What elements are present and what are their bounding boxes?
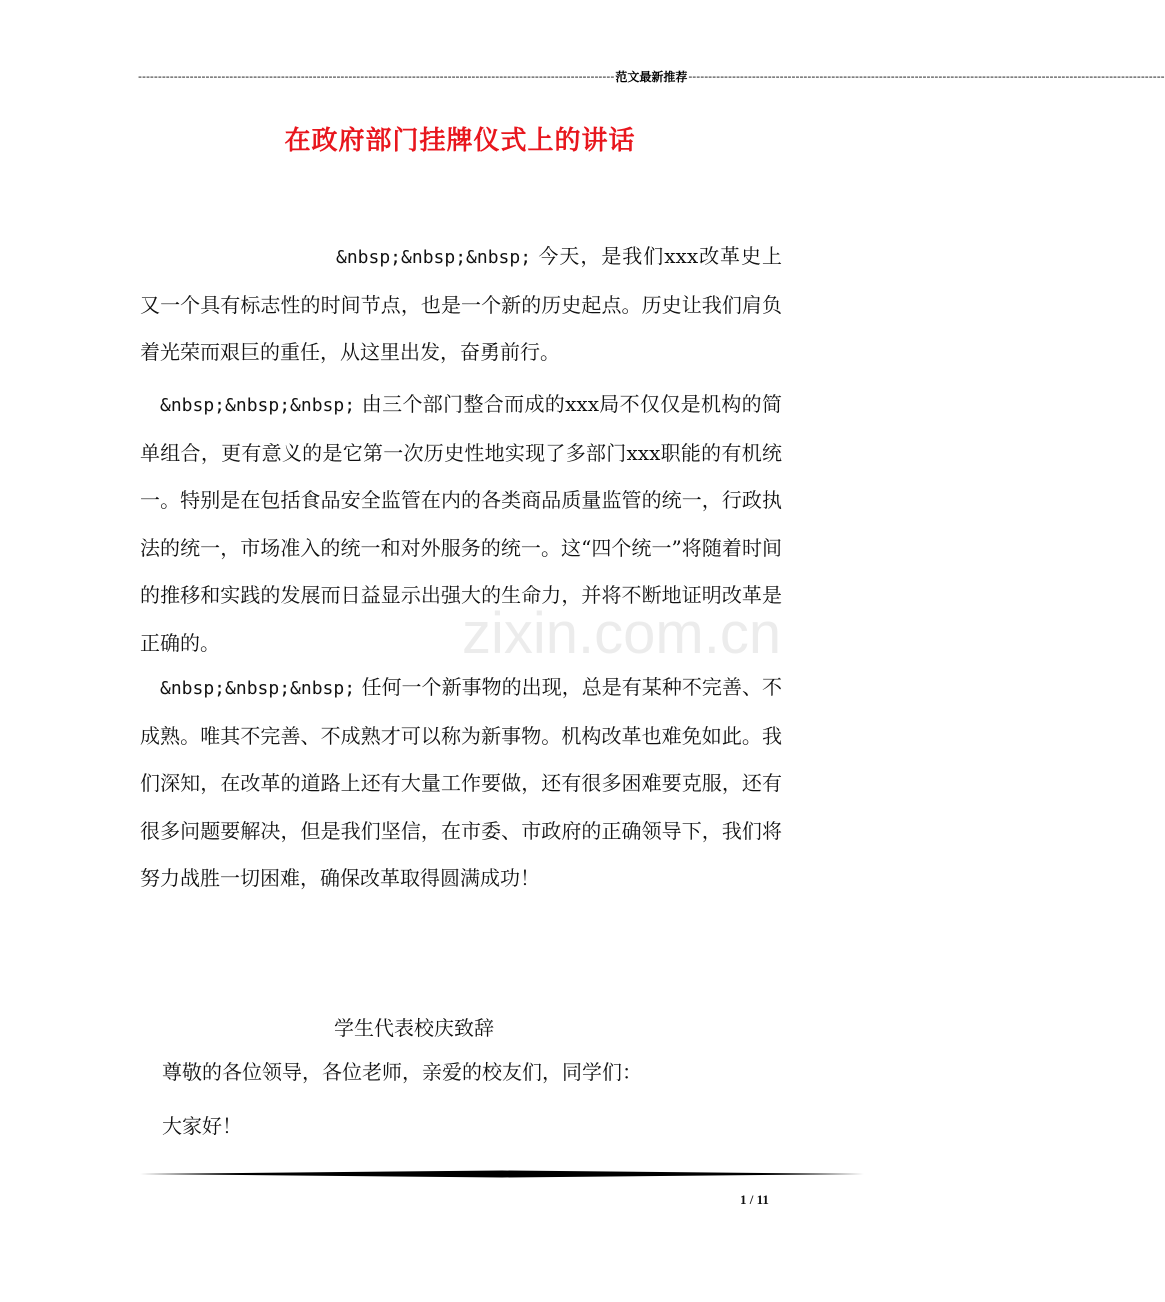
paragraph-text: 任何一个新事物的出现，总是有某种不完善、不成熟。唯其不完善、不成熟才可以称为新事物。机构改革也难免如此。我们深知，在改革的道路上还有大量工作要做，还有很多困难要克服，还有很多问题要解决，但是我们坚信，在市委、市政府的正确领导下，我们将努力战胜一切困难，确保改革取得圆满成功！: [140, 675, 782, 890]
salutation: 尊敬的各位领导，各位老师，亲爱的校友们，同学们：: [162, 1060, 642, 1084]
paragraph-lead: &nbsp;&nbsp;&nbsp;: [160, 678, 356, 699]
paragraph-lead: &nbsp;&nbsp;&nbsp;: [160, 395, 356, 416]
page-indicator: 1 / 11: [740, 1192, 769, 1207]
paragraph-3: [140, 664, 782, 903]
document-title: 在政府部门挂牌仪式上的讲话: [284, 126, 636, 156]
next-document-title: 学生代表校庆致辞: [334, 1016, 494, 1040]
footer-divider: [140, 1170, 864, 1178]
paragraph-text: 由三个部门整合而成的xxx局不仅仅是机构的简单组合，更有意义的是它第一次历史性地实现了多部门xxx职能的有机统一。特别是在包括食品安全监管在内的各类商品质量监管的统一，行政执法的统一，市场准入的统一和对外服务的统一。这“四个统一”将随着时间的推移和实践的发展而日益显示出强大的生命力，并将不断地证明改革是正确的。: [140, 392, 782, 655]
header-dash-right: ------------------------------------------------------------------------------------------------------------------------: [688, 69, 1165, 83]
watermark: zixin.com.cn: [462, 601, 782, 666]
paragraph-1: [140, 233, 782, 377]
paragraph-2: [140, 381, 782, 667]
header-label: 范文最新推荐: [615, 69, 688, 84]
page-header: [138, 66, 1165, 86]
paragraph-lead: &nbsp;&nbsp;&nbsp;: [336, 247, 532, 268]
greeting-line: 大家好！: [162, 1114, 242, 1138]
paragraph-text: 今天，是我们xxx改革史上又一个具有标志性的时间节点，也是一个新的历史起点。历史让我们肩负着光荣而艰巨的重任，从这里出发，奋勇前行。: [140, 244, 782, 364]
header-dash-left: ------------------------------------------------------------------------------------------------------------------------: [138, 69, 615, 83]
